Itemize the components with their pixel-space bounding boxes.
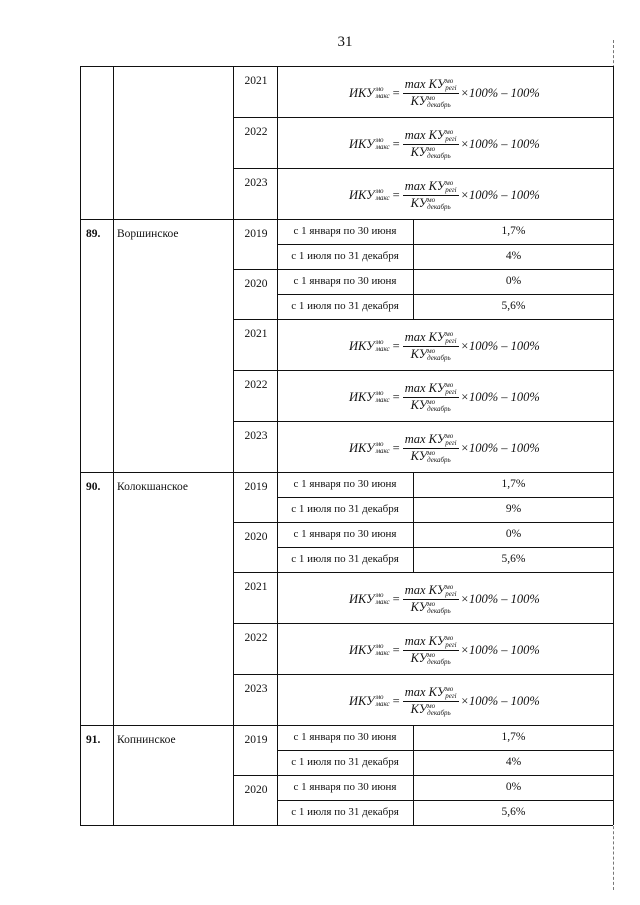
formula-lhs-sup: мо bbox=[375, 591, 384, 600]
formula-denominator-sup: мо bbox=[427, 600, 436, 609]
municipality-name: Воршинское bbox=[117, 228, 179, 240]
rate-first-half: 1,7% bbox=[501, 478, 526, 490]
formula-lhs-sub: макс bbox=[375, 194, 390, 203]
formula-lhs-indices bbox=[376, 86, 390, 100]
formula-numerator-sub: регi bbox=[445, 337, 457, 346]
table-rule bbox=[233, 421, 613, 422]
table-rule bbox=[233, 572, 613, 573]
table-rule bbox=[233, 674, 613, 675]
formula-tail: ×100% – 100% bbox=[460, 85, 540, 100]
formula-lhs-main: ИКУ bbox=[349, 85, 375, 100]
table-rule bbox=[233, 269, 613, 270]
formula-lhs-sup: мо bbox=[375, 693, 384, 702]
formula-denominator-sub: декабрь bbox=[427, 152, 451, 161]
formula-lhs-main: ИКУ bbox=[349, 389, 375, 404]
formula-denominator-sup: мо bbox=[427, 702, 436, 711]
table-rule bbox=[233, 775, 613, 776]
table-rule bbox=[413, 725, 414, 775]
formula-denominator-main: КУ bbox=[410, 196, 428, 211]
table-rule bbox=[233, 66, 234, 825]
formula-denominator-main: КУ bbox=[410, 600, 428, 615]
year-label: 2021 bbox=[244, 328, 268, 340]
formula-numerator-main: max КУ bbox=[404, 179, 446, 193]
formula-denominator-main: КУ bbox=[410, 702, 428, 717]
index-formula bbox=[349, 128, 540, 160]
formula-fraction bbox=[403, 179, 459, 211]
formula-denominator-sup: мо bbox=[427, 196, 436, 205]
formula-denominator-main: КУ bbox=[410, 145, 428, 160]
formula-lhs-main: ИКУ bbox=[349, 136, 375, 151]
year-label: 2020 bbox=[244, 531, 268, 543]
formula-lhs-main: ИКУ bbox=[349, 440, 375, 455]
formula-lhs-main: ИКУ bbox=[349, 693, 375, 708]
table-rule bbox=[413, 219, 414, 269]
year-label: 2021 bbox=[244, 581, 268, 593]
formula-lhs-sup: мо bbox=[375, 85, 384, 94]
formula-denominator-sup: мо bbox=[427, 449, 436, 458]
formula-numerator-main: max КУ bbox=[404, 77, 446, 91]
formula-denominator bbox=[411, 449, 451, 464]
table-rule bbox=[277, 800, 613, 801]
year-label: 2022 bbox=[244, 379, 268, 391]
formula-equals: = bbox=[392, 591, 400, 606]
formula-numerator-sub: регi bbox=[445, 641, 457, 650]
formula-denominator bbox=[411, 94, 451, 109]
formula-numerator-indices bbox=[445, 331, 456, 345]
formula-numerator bbox=[403, 381, 459, 398]
formula-lhs bbox=[349, 643, 390, 658]
period-first-half: с 1 января по 30 июня bbox=[293, 275, 397, 287]
formula-lhs-sup: мо bbox=[375, 187, 384, 196]
formula-fraction bbox=[403, 583, 459, 615]
index-formula bbox=[349, 634, 540, 666]
formula-numerator-main: max КУ bbox=[404, 432, 446, 446]
formula-lhs bbox=[349, 694, 390, 709]
formula-denominator-sub: декабрь bbox=[427, 354, 451, 363]
formula-denominator bbox=[411, 600, 451, 615]
table-rule bbox=[113, 66, 114, 825]
formula-equals: = bbox=[392, 136, 400, 151]
formula-denominator-indices bbox=[427, 146, 451, 160]
table-rule bbox=[80, 472, 613, 473]
period-second-half: с 1 июля по 31 декабря bbox=[291, 300, 399, 312]
formula-numerator-sub: регi bbox=[445, 692, 457, 701]
formula-denominator-sup: мо bbox=[427, 94, 436, 103]
formula-fraction bbox=[403, 128, 459, 160]
formula-numerator bbox=[403, 179, 459, 196]
page-number: 31 bbox=[337, 34, 353, 50]
formula-lhs-main: ИКУ bbox=[349, 642, 375, 657]
formula-lhs-sub: макс bbox=[375, 92, 390, 101]
formula-lhs-sub: макс bbox=[375, 649, 390, 658]
formula-denominator-main: КУ bbox=[410, 398, 428, 413]
period-second-half: с 1 июля по 31 декабря bbox=[291, 756, 399, 768]
rate-second-half: 5,6% bbox=[501, 553, 526, 565]
formula-denominator-sub: декабрь bbox=[427, 101, 451, 110]
formula-lhs bbox=[349, 592, 390, 607]
formula-numerator-main: max КУ bbox=[404, 634, 446, 648]
table-rule bbox=[80, 66, 81, 825]
formula-tail: ×100% – 100% bbox=[460, 338, 540, 353]
table-rule bbox=[413, 522, 414, 572]
formula-tail: ×100% – 100% bbox=[460, 440, 540, 455]
table-rule bbox=[80, 825, 613, 826]
formula-numerator-main: max КУ bbox=[404, 583, 446, 597]
table-rule bbox=[277, 294, 613, 295]
table-rule bbox=[277, 547, 613, 548]
formula-denominator-main: КУ bbox=[410, 651, 428, 666]
table-rule bbox=[233, 319, 613, 320]
rate-second-half: 4% bbox=[505, 250, 522, 262]
rate-first-half: 1,7% bbox=[501, 225, 526, 237]
period-second-half: с 1 июля по 31 декабря bbox=[291, 806, 399, 818]
formula-lhs-indices bbox=[376, 694, 390, 708]
year-label: 2022 bbox=[244, 632, 268, 644]
formula-denominator-sub: декабрь bbox=[427, 203, 451, 212]
formula-denominator-indices bbox=[427, 197, 451, 211]
formula-numerator-sub: регi bbox=[445, 590, 457, 599]
table-rule bbox=[413, 269, 414, 319]
formula-lhs-sub: макс bbox=[375, 598, 390, 607]
year-label: 2020 bbox=[244, 784, 268, 796]
table-rule bbox=[80, 219, 613, 220]
formula-lhs-sup: мо bbox=[375, 440, 384, 449]
rate-second-half: 4% bbox=[505, 756, 522, 768]
formula-numerator-sub: регi bbox=[445, 439, 457, 448]
formula-denominator-main: КУ bbox=[410, 449, 428, 464]
formula-numerator-sup: мо bbox=[445, 381, 454, 390]
formula-numerator-indices bbox=[445, 129, 456, 143]
formula-denominator bbox=[411, 196, 451, 211]
formula-lhs-indices bbox=[376, 390, 390, 404]
table-rule bbox=[233, 168, 613, 169]
formula-lhs-indices bbox=[376, 643, 390, 657]
table-rule bbox=[277, 497, 613, 498]
table-rule bbox=[233, 370, 613, 371]
formula-lhs bbox=[349, 390, 390, 405]
municipality-name: Копнинское bbox=[117, 734, 176, 746]
table-rule bbox=[80, 725, 613, 726]
formula-numerator-sub: регi bbox=[445, 186, 457, 195]
formula-numerator-sup: мо bbox=[445, 179, 454, 188]
formula-denominator bbox=[411, 398, 451, 413]
formula-numerator-sub: регi bbox=[445, 84, 457, 93]
rate-second-half: 5,6% bbox=[501, 300, 526, 312]
formula-tail: ×100% – 100% bbox=[460, 642, 540, 657]
year-label: 2022 bbox=[244, 126, 268, 138]
formula-denominator-indices bbox=[427, 601, 451, 615]
formula-denominator-sub: декабрь bbox=[427, 607, 451, 616]
formula-lhs-sup: мо bbox=[375, 389, 384, 398]
formula-numerator bbox=[403, 685, 459, 702]
formula-denominator-sub: декабрь bbox=[427, 709, 451, 718]
formula-denominator-sup: мо bbox=[427, 651, 436, 660]
formula-equals: = bbox=[392, 693, 400, 708]
table-rule bbox=[277, 244, 613, 245]
formula-numerator-indices bbox=[445, 686, 456, 700]
period-first-half: с 1 января по 30 июня bbox=[293, 528, 397, 540]
formula-denominator-sup: мо bbox=[427, 398, 436, 407]
table-rule bbox=[277, 750, 613, 751]
formula-equals: = bbox=[392, 389, 400, 404]
formula-lhs-indices bbox=[376, 339, 390, 353]
formula-numerator bbox=[403, 330, 459, 347]
formula-denominator bbox=[411, 702, 451, 717]
rate-second-half: 5,6% bbox=[501, 806, 526, 818]
formula-numerator-sup: мо bbox=[445, 330, 454, 339]
period-second-half: с 1 июля по 31 декабря bbox=[291, 553, 399, 565]
formula-numerator-indices bbox=[445, 78, 456, 92]
formula-numerator bbox=[403, 77, 459, 94]
formula-numerator-indices bbox=[445, 635, 456, 649]
year-label: 2019 bbox=[244, 228, 268, 240]
formula-lhs-main: ИКУ bbox=[349, 187, 375, 202]
formula-fraction bbox=[403, 77, 459, 109]
formula-numerator-main: max КУ bbox=[404, 381, 446, 395]
formula-lhs bbox=[349, 137, 390, 152]
formula-numerator-indices bbox=[445, 382, 456, 396]
formula-lhs-sub: макс bbox=[375, 143, 390, 152]
rate-first-half: 1,7% bbox=[501, 731, 526, 743]
period-first-half: с 1 января по 30 июня bbox=[293, 781, 397, 793]
table-rule bbox=[277, 66, 278, 825]
formula-lhs-main: ИКУ bbox=[349, 591, 375, 606]
rate-first-half: 0% bbox=[505, 781, 522, 793]
formula-lhs-sup: мо bbox=[375, 338, 384, 347]
formula-denominator-indices bbox=[427, 348, 451, 362]
table-rule bbox=[413, 775, 414, 825]
formula-equals: = bbox=[392, 642, 400, 657]
tariff-index-table bbox=[80, 66, 613, 824]
formula-fraction bbox=[403, 634, 459, 666]
index-formula bbox=[349, 381, 540, 413]
formula-numerator-sup: мо bbox=[445, 77, 454, 86]
formula-denominator-sub: декабрь bbox=[427, 456, 451, 465]
formula-lhs-sub: макс bbox=[375, 345, 390, 354]
section-number: 91. bbox=[86, 734, 101, 746]
formula-denominator bbox=[411, 651, 451, 666]
formula-lhs-sub: макс bbox=[375, 396, 390, 405]
formula-tail: ×100% – 100% bbox=[460, 136, 540, 151]
formula-tail: ×100% – 100% bbox=[460, 591, 540, 606]
table-rule bbox=[613, 66, 614, 825]
index-formula bbox=[349, 583, 540, 615]
index-formula bbox=[349, 77, 540, 109]
formula-numerator bbox=[403, 634, 459, 651]
rate-second-half: 9% bbox=[505, 503, 522, 515]
year-label: 2023 bbox=[244, 683, 268, 695]
formula-lhs bbox=[349, 441, 390, 456]
formula-denominator-sub: декабрь bbox=[427, 405, 451, 414]
formula-numerator-indices bbox=[445, 433, 456, 447]
formula-fraction bbox=[403, 685, 459, 717]
formula-equals: = bbox=[392, 187, 400, 202]
rate-first-half: 0% bbox=[505, 275, 522, 287]
period-first-half: с 1 января по 30 июня bbox=[293, 731, 397, 743]
formula-numerator-indices bbox=[445, 584, 456, 598]
index-formula bbox=[349, 432, 540, 464]
formula-numerator-main: max КУ bbox=[404, 128, 446, 142]
formula-fraction bbox=[403, 432, 459, 464]
table-rule bbox=[233, 117, 613, 118]
municipality-name: Колокшанское bbox=[117, 481, 188, 493]
period-second-half: с 1 июля по 31 декабря bbox=[291, 250, 399, 262]
formula-lhs bbox=[349, 339, 390, 354]
table-rule bbox=[233, 623, 613, 624]
formula-numerator-main: max КУ bbox=[404, 685, 446, 699]
formula-denominator-sup: мо bbox=[427, 347, 436, 356]
year-label: 2023 bbox=[244, 177, 268, 189]
period-second-half: с 1 июля по 31 декабря bbox=[291, 503, 399, 515]
formula-tail: ×100% – 100% bbox=[460, 389, 540, 404]
formula-numerator-sup: мо bbox=[445, 432, 454, 441]
formula-denominator-sup: мо bbox=[427, 145, 436, 154]
table-rule bbox=[413, 472, 414, 522]
formula-denominator-sub: декабрь bbox=[427, 658, 451, 667]
section-number: 90. bbox=[86, 481, 101, 493]
section-number: 89. bbox=[86, 228, 101, 240]
formula-numerator-sup: мо bbox=[445, 128, 454, 137]
formula-lhs-indices bbox=[376, 137, 390, 151]
formula-lhs bbox=[349, 86, 390, 101]
formula-lhs-indices bbox=[376, 592, 390, 606]
formula-denominator-indices bbox=[427, 95, 451, 109]
year-label: 2019 bbox=[244, 481, 268, 493]
formula-denominator bbox=[411, 145, 451, 160]
formula-numerator-sub: регi bbox=[445, 135, 457, 144]
formula-lhs bbox=[349, 188, 390, 203]
formula-lhs-indices bbox=[376, 188, 390, 202]
formula-numerator-indices bbox=[445, 180, 456, 194]
formula-numerator-sub: регi bbox=[445, 388, 457, 397]
formula-numerator bbox=[403, 432, 459, 449]
formula-numerator-sup: мо bbox=[445, 685, 454, 694]
formula-numerator-main: max КУ bbox=[404, 330, 446, 344]
formula-denominator-indices bbox=[427, 450, 451, 464]
formula-numerator bbox=[403, 583, 459, 600]
table-rule bbox=[80, 66, 613, 67]
year-label: 2020 bbox=[244, 278, 268, 290]
formula-tail: ×100% – 100% bbox=[460, 187, 540, 202]
formula-fraction bbox=[403, 381, 459, 413]
formula-numerator-sup: мо bbox=[445, 583, 454, 592]
formula-denominator-indices bbox=[427, 652, 451, 666]
period-first-half: с 1 января по 30 июня bbox=[293, 478, 397, 490]
formula-lhs-sup: мо bbox=[375, 642, 384, 651]
formula-equals: = bbox=[392, 338, 400, 353]
formula-equals: = bbox=[392, 440, 400, 455]
formula-equals: = bbox=[392, 85, 400, 100]
index-formula bbox=[349, 685, 540, 717]
formula-lhs-indices bbox=[376, 441, 390, 455]
formula-fraction bbox=[403, 330, 459, 362]
rate-first-half: 0% bbox=[505, 528, 522, 540]
year-label: 2023 bbox=[244, 430, 268, 442]
formula-denominator bbox=[411, 347, 451, 362]
formula-denominator-indices bbox=[427, 399, 451, 413]
formula-denominator-main: КУ bbox=[410, 347, 428, 362]
year-label: 2021 bbox=[244, 75, 268, 87]
formula-numerator bbox=[403, 128, 459, 145]
formula-lhs-sub: макс bbox=[375, 700, 390, 709]
year-label: 2019 bbox=[244, 734, 268, 746]
formula-denominator-main: КУ bbox=[410, 94, 428, 109]
formula-denominator-indices bbox=[427, 703, 451, 717]
formula-lhs-sub: макс bbox=[375, 447, 390, 456]
formula-numerator-sup: мо bbox=[445, 634, 454, 643]
table-rule bbox=[233, 522, 613, 523]
formula-lhs-main: ИКУ bbox=[349, 338, 375, 353]
index-formula bbox=[349, 330, 540, 362]
index-formula bbox=[349, 179, 540, 211]
formula-lhs-sup: мо bbox=[375, 136, 384, 145]
formula-tail: ×100% – 100% bbox=[460, 693, 540, 708]
period-first-half: с 1 января по 30 июня bbox=[293, 225, 397, 237]
